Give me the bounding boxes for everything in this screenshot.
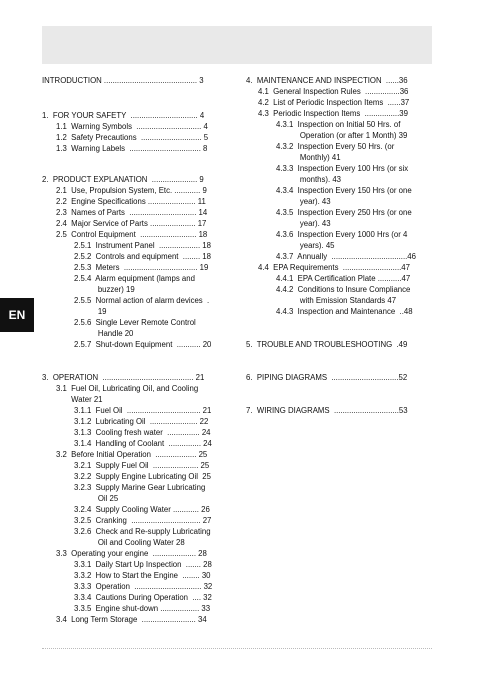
toc-entry[interactable] xyxy=(276,120,407,141)
toc-entry-text: 3.2.1 Supply Fuel Oil ..................... 25 xyxy=(74,461,210,470)
toc-entry[interactable] xyxy=(74,406,211,417)
toc-entry[interactable] xyxy=(56,197,206,208)
toc-entry-text: 4.3.5 Inspection Every 250 Hrs (or one xyxy=(276,208,412,217)
toc-entry-text: 4.4 EPA Requirements ...........................47 xyxy=(258,263,410,272)
toc-entry[interactable] xyxy=(276,208,412,229)
toc-entry-text: 3.2.3 Supply Marine Gear Lubricating xyxy=(74,483,206,492)
toc-entry[interactable] xyxy=(56,450,207,461)
toc-entry-text: Oil 25 xyxy=(74,493,119,503)
toc-entry-text: 3.1.3 Cooling fresh water ............... 24 xyxy=(74,428,211,437)
toc-entry-text: 4.3.7 Annually ...................................46 xyxy=(276,252,416,261)
toc-entry[interactable] xyxy=(56,219,206,230)
toc-entry[interactable] xyxy=(56,144,207,155)
toc-entry[interactable] xyxy=(56,615,207,626)
toc-entry[interactable] xyxy=(56,549,207,560)
toc-entry[interactable] xyxy=(56,122,208,133)
toc-entry-text: 2.5.4 Alarm equipment (lamps and xyxy=(74,274,195,283)
toc-entry-text: 1.2 Safety Precautions ............................ 5 xyxy=(56,133,209,142)
toc-entry[interactable] xyxy=(74,505,210,516)
toc-entry[interactable] xyxy=(74,582,212,593)
toc-entry-text: 2.5.1 Instrument Panel ................... 18 xyxy=(74,241,211,250)
toc-entry-text: buzzer) 19 xyxy=(74,284,135,294)
toc-entry-text: 3.3.1 Daily Start Up Inspection ....... 28 xyxy=(74,560,212,569)
page-header-band xyxy=(42,26,432,64)
toc-entry-text: 5. TROUBLE AND TROUBLESHOOTING .49 xyxy=(246,340,408,349)
toc-entry-text: 3.3.4 Cautions During Operation .... 32 xyxy=(74,593,212,602)
toc-entry-text: INTRODUCTION ........................................... 3 xyxy=(42,76,204,85)
toc-entry[interactable] xyxy=(74,318,196,339)
toc-entry-text: Water 21 xyxy=(56,394,103,404)
toc-entry-text: 3.2 Before Initial Operation ................... 25 xyxy=(56,450,208,459)
toc-entry-text: 2.1 Use, Propulsion System, Etc. ............ 9 xyxy=(56,186,207,195)
toc-entry-text: 2.5.3 Meters .................................. 19 xyxy=(74,263,209,272)
toc-entry-text: 3.1.4 Handling of Coolant ............... 24 xyxy=(74,439,212,448)
toc-entry[interactable] xyxy=(246,373,407,384)
language-tab xyxy=(0,298,34,332)
toc-entry-text: 1.1 Warning Symbols .............................. 4 xyxy=(56,122,208,131)
toc-entry-text: 3.3.3 Operation ............................... 32 xyxy=(74,582,213,591)
toc-entry[interactable] xyxy=(56,384,198,405)
toc-entry-text: 3.3.5 Engine shut-down .................. 33 xyxy=(74,604,211,613)
language-tab-label: EN xyxy=(8,308,26,322)
toc-entry-text: 4. MAINTENANCE AND INSPECTION ......36 xyxy=(246,76,408,85)
toc-entry-text: 3.1 Fuel Oil, Lubricating Oil, and Cooling xyxy=(56,384,199,393)
toc-entry[interactable] xyxy=(42,76,204,87)
toc-entry-text: 2.3 Names of Parts ............................... 14 xyxy=(56,208,208,217)
toc-entry-text: 2.5.6 Single Lever Remote Control xyxy=(74,318,196,327)
toc-entry-text: 4.3.1 Inspection on Initial 50 Hrs. of xyxy=(276,120,401,129)
toc-entry-text: 3.2.6 Check and Re-supply Lubricating xyxy=(74,527,211,536)
toc-entry-text: 3.2.2 Supply Engine Lubricating Oil 25 xyxy=(74,472,211,481)
toc-entry[interactable] xyxy=(258,263,410,274)
toc-entry-text: 3. OPERATION .......................................... 21 xyxy=(42,373,205,382)
toc-entry-text: 4.3.6 Inspection Every 1000 Hrs (or 4 xyxy=(276,230,408,239)
toc-entry[interactable] xyxy=(74,472,211,483)
toc-entry[interactable] xyxy=(276,307,413,318)
toc-entry-text: 2.5.7 Shut-down Equipment ........... 20 xyxy=(74,340,212,349)
toc-entry[interactable] xyxy=(276,142,394,163)
toc-entry-text: 4.1 General Inspection Rules ................36 xyxy=(258,87,409,96)
toc-entry[interactable] xyxy=(42,175,204,186)
toc-entry-text: 2.5.5 Normal action of alarm devices . xyxy=(74,296,210,305)
toc-entry[interactable] xyxy=(56,133,208,144)
toc-entry-text: year). 43 xyxy=(276,218,331,228)
toc-entry[interactable] xyxy=(74,571,211,582)
toc-entry[interactable] xyxy=(276,252,416,263)
toc-entry-text: Handle 20 xyxy=(74,328,134,338)
toc-entry-text: 3.1.2 Lubricating Oil ...................... 22 xyxy=(74,417,209,426)
toc-entry-text: months). 43 xyxy=(276,174,341,184)
toc-entry-text: Operation (or after 1 Month) 39 xyxy=(276,130,408,140)
toc-entry[interactable] xyxy=(276,230,407,251)
toc-entry[interactable] xyxy=(42,111,204,122)
toc-entry-text: 4.3.4 Inspection Every 150 Hrs (or one xyxy=(276,186,412,195)
toc-entry[interactable] xyxy=(74,296,209,317)
toc-entry[interactable] xyxy=(74,439,212,450)
toc-entry-text: 3.1.1 Fuel Oil .................................. 21 xyxy=(74,406,212,415)
toc-entry[interactable] xyxy=(246,76,408,87)
toc-entry-text: 2.4 Major Service of Parts ..................... 17 xyxy=(56,219,207,228)
toc-entry-text: 4.2 List of Periodic Inspection Items ......37 xyxy=(258,98,410,107)
toc-entry[interactable] xyxy=(74,527,211,548)
toc-entry-text: 3.2.4 Supply Cooling Water ............ 26 xyxy=(74,505,210,514)
toc-entry-text: years). 45 xyxy=(276,240,335,250)
toc-entry[interactable] xyxy=(74,274,195,295)
toc-entry-text: 2. PRODUCT EXPLANATION ..................... 9 xyxy=(42,175,204,184)
toc-entry[interactable] xyxy=(246,340,407,351)
toc-entry-text: 4.3.3 Inspection Every 100 Hrs (or six xyxy=(276,164,409,173)
toc-entry[interactable] xyxy=(74,604,210,615)
toc-entry[interactable] xyxy=(276,274,410,285)
toc-entry[interactable] xyxy=(276,164,408,185)
toc-entry[interactable] xyxy=(74,516,211,527)
toc-entry[interactable] xyxy=(276,186,412,207)
toc-entry[interactable] xyxy=(56,208,207,219)
toc-entry-text: 4.4.1 EPA Certification Plate ...........47 xyxy=(276,274,411,283)
toc-entry-text: Monthly) 41 xyxy=(276,152,341,162)
toc-entry[interactable] xyxy=(258,87,408,98)
toc-entry-text: 3.4 Long Term Storage ......................... 34 xyxy=(56,615,207,624)
toc-entry[interactable] xyxy=(74,428,211,439)
toc-entry-text: 4.3 Periodic Inspection Items ................39 xyxy=(258,109,408,118)
toc-entry[interactable] xyxy=(246,406,408,417)
toc-entry-text: 2.2 Engine Specifications ...................... 11 xyxy=(56,197,206,206)
toc-entry[interactable] xyxy=(74,593,212,604)
toc-entry[interactable] xyxy=(258,98,409,109)
toc-entry-text: 19 xyxy=(74,306,107,316)
toc-entry[interactable] xyxy=(74,252,211,263)
toc-entry[interactable] xyxy=(56,230,207,241)
toc-entry-text: 3.3 Operating your engine .................... 28 xyxy=(56,549,207,558)
toc-entry-text: with Emission Standards 47 xyxy=(276,295,397,305)
toc-entry-text: 1. FOR YOUR SAFETY ............................... 4 xyxy=(42,111,205,120)
toc-entry-text: year). 43 xyxy=(276,196,331,206)
footer-divider xyxy=(42,648,432,649)
toc-entry[interactable] xyxy=(74,483,205,504)
toc-entry-text: 2.5 Control Equipment .......................... 18 xyxy=(56,230,208,239)
toc-entry[interactable] xyxy=(74,417,208,428)
toc-entry-text: 2.5.2 Controls and equipment ........ 18 xyxy=(74,252,211,261)
toc-entry[interactable] xyxy=(74,241,211,252)
toc-entry[interactable] xyxy=(56,186,207,197)
toc-entry-text: 6. PIPING DIAGRAMS ...............................52 xyxy=(246,373,408,382)
toc-entry-text: 4.4.3 Inspection and Maintenance ..48 xyxy=(276,307,413,316)
toc-entry-text: 4.4.2 Conditions to Insure Compliance xyxy=(276,285,411,294)
toc-entry-text: Oil and Cooling Water 28 xyxy=(74,537,185,547)
toc-entry[interactable] xyxy=(42,373,204,384)
toc-entry[interactable] xyxy=(276,285,410,306)
toc-entry-text: 4.3.2 Inspection Every 50 Hrs. (or xyxy=(276,142,395,151)
toc-entry[interactable] xyxy=(74,560,212,571)
toc-entry-text: 7. WIRING DIAGRAMS ..............................53 xyxy=(246,406,408,415)
toc-entry-text: 1.3 Warning Labels ................................. 8 xyxy=(56,144,208,153)
toc-entry[interactable] xyxy=(74,263,208,274)
toc-entry[interactable] xyxy=(258,109,408,120)
toc-entry-text: 3.2.5 Cranking ................................ 27 xyxy=(74,516,212,525)
toc-entry-text: 3.3.2 How to Start the Engine ........ 30 xyxy=(74,571,211,580)
toc-entry[interactable] xyxy=(74,340,211,351)
toc-entry[interactable] xyxy=(74,461,209,472)
